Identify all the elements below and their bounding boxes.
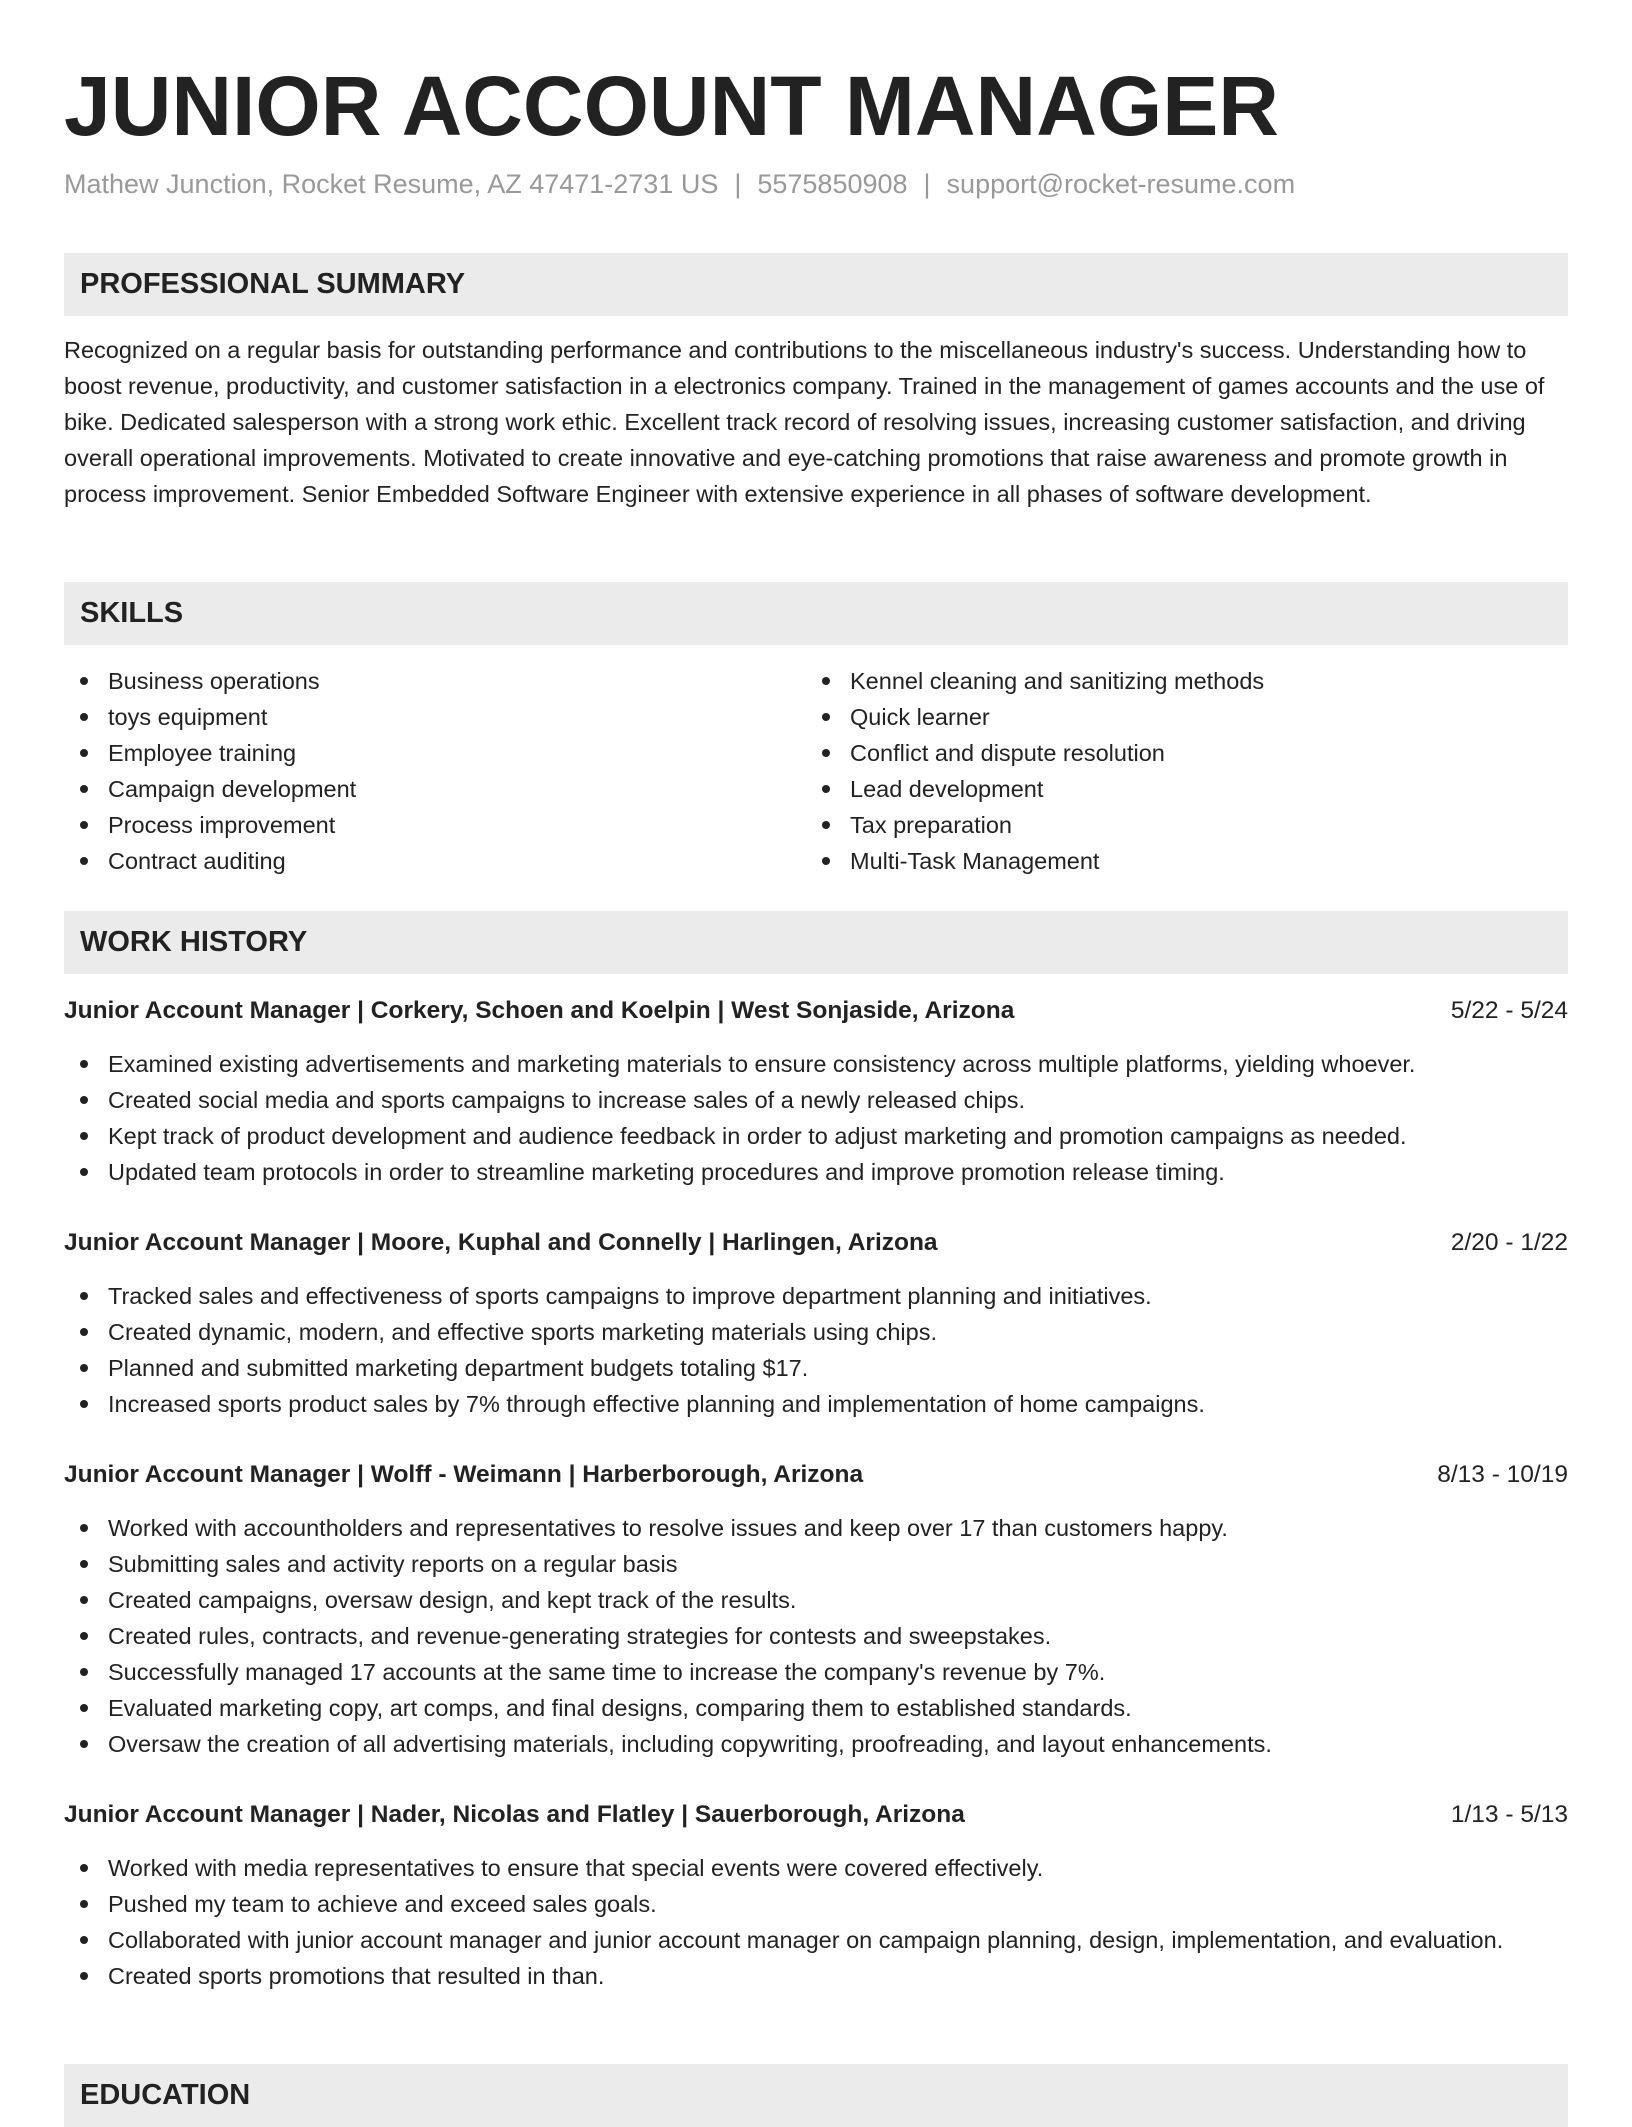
section-heading-skills: SKILLS xyxy=(64,582,1568,645)
job-bullet: Evaluated marketing copy, art comps, and final designs, comparing them to established standards. xyxy=(64,1690,1568,1726)
job-dates: 5/22 - 5/24 xyxy=(1450,997,1568,1024)
job-bullet: Updated team protocols in order to streamline marketing procedures and improve promotion release timing. xyxy=(64,1154,1568,1190)
skill-item: Business operations xyxy=(64,663,784,699)
job-bullet-list xyxy=(64,1046,1568,1190)
skills-list-right xyxy=(806,663,1526,879)
job-bullet: Tracked sales and effectiveness of sports campaigns to improve department planning and initiatives. xyxy=(64,1278,1568,1314)
section-heading-education: EDUCATION xyxy=(64,2064,1568,2127)
skill-item: Campaign development xyxy=(64,771,784,807)
job-bullet: Created social media and sports campaigns to increase sales of a newly released chips. xyxy=(64,1082,1568,1118)
skill-item: toys equipment xyxy=(64,699,784,735)
resume-title: JUNIOR ACCOUNT MANAGER xyxy=(64,59,1279,153)
job-bullet: Created sports promotions that resulted in than. xyxy=(64,1958,1568,1994)
section-heading-summary: PROFESSIONAL SUMMARY xyxy=(64,253,1568,316)
skill-item: Tax preparation xyxy=(806,807,1526,843)
job-bullet: Successfully managed 17 accounts at the same time to increase the company's revenue by 7%. xyxy=(64,1654,1568,1690)
job-title: Junior Account Manager | Moore, Kuphal and Connelly | Harlingen, Arizona xyxy=(64,1229,938,1256)
job-bullet: Oversaw the creation of all advertising materials, including copywriting, proofreading, and layout enhancements. xyxy=(64,1726,1568,1762)
skill-item: Kennel cleaning and sanitizing methods xyxy=(806,663,1526,699)
job-dates: 8/13 - 10/19 xyxy=(1437,1461,1568,1488)
skill-item: Conflict and dispute resolution xyxy=(806,735,1526,771)
skill-item: Lead development xyxy=(806,771,1526,807)
skill-item: Contract auditing xyxy=(64,843,784,879)
skill-item: Employee training xyxy=(64,735,784,771)
job-bullet-list xyxy=(64,1850,1568,1994)
job-bullet: Examined existing advertisements and marketing materials to ensure consistency across multiple platforms, yielding whoever. xyxy=(64,1046,1568,1082)
job-dates: 2/20 - 1/22 xyxy=(1450,1229,1568,1256)
skills-list-left xyxy=(64,663,784,879)
contact-address: Mathew Junction, Rocket Resume, AZ 47471-2731 US xyxy=(64,169,719,199)
job-title: Junior Account Manager | Wolff - Weimann | Harberborough, Arizona xyxy=(64,1461,864,1488)
job-bullet: Collaborated with junior account manager and junior account manager on campaign planning, design, implementation, and evaluation. xyxy=(64,1922,1568,1958)
job-bullet: Kept track of product development and audience feedback in order to adjust marketing and promotion campaigns as needed. xyxy=(64,1118,1568,1154)
job-bullet: Pushed my team to achieve and exceed sales goals. xyxy=(64,1886,1568,1922)
job-bullet: Increased sports product sales by 7% through effective planning and implementation of home campaigns. xyxy=(64,1386,1568,1422)
skill-item: Quick learner xyxy=(806,699,1526,735)
job-title: Junior Account Manager | Corkery, Schoen and Koelpin | West Sonjaside, Arizona xyxy=(64,997,1015,1024)
contact-line xyxy=(64,166,1295,202)
job-bullet-list xyxy=(64,1278,1568,1422)
contact-email[interactable]: support@rocket-resume.com xyxy=(946,169,1296,199)
job-bullet: Worked with accountholders and representatives to resolve issues and keep over 17 than customers happy. xyxy=(64,1510,1568,1546)
job-bullet: Planned and submitted marketing department budgets totaling $17. xyxy=(64,1350,1568,1386)
job-bullet: Created campaigns, oversaw design, and kept track of the results. xyxy=(64,1582,1568,1618)
section-heading-work-history: WORK HISTORY xyxy=(64,911,1568,974)
contact-separator: | xyxy=(734,169,742,199)
job-dates: 1/13 - 5/13 xyxy=(1450,1801,1568,1828)
contact-phone: 5575850908 xyxy=(757,169,908,199)
job-bullet: Worked with media representatives to ensure that special events were covered effectively. xyxy=(64,1850,1568,1886)
contact-separator: | xyxy=(923,169,931,199)
job-bullet: Submitting sales and activity reports on a regular basis xyxy=(64,1546,1568,1582)
job-bullet-list xyxy=(64,1510,1568,1762)
professional-summary-text: Recognized on a regular basis for outstanding performance and contributions to the miscellaneous industry's success. Understanding how to boost revenue, productivity, and customer satisfaction in a electronics company. Trained in the management of games accounts and the use of bike. Dedicated salesperson with a strong work ethic. Excellent track record of resolving issues, increasing customer satisfaction, and driving overall operational improvements. Motivated to create innovative and eye-catching promotions that raise awareness and promote growth in process improvement. Senior Embedded Software Engineer with extensive experience in all phases of software development. xyxy=(64,337,1545,507)
job-bullet: Created rules, contracts, and revenue-generating strategies for contests and sweepstakes. xyxy=(64,1618,1568,1654)
skill-item: Multi-Task Management xyxy=(806,843,1526,879)
job-title: Junior Account Manager | Nader, Nicolas and Flatley | Sauerborough, Arizona xyxy=(64,1801,965,1828)
job-bullet: Created dynamic, modern, and effective sports marketing materials using chips. xyxy=(64,1314,1568,1350)
skill-item: Process improvement xyxy=(64,807,784,843)
